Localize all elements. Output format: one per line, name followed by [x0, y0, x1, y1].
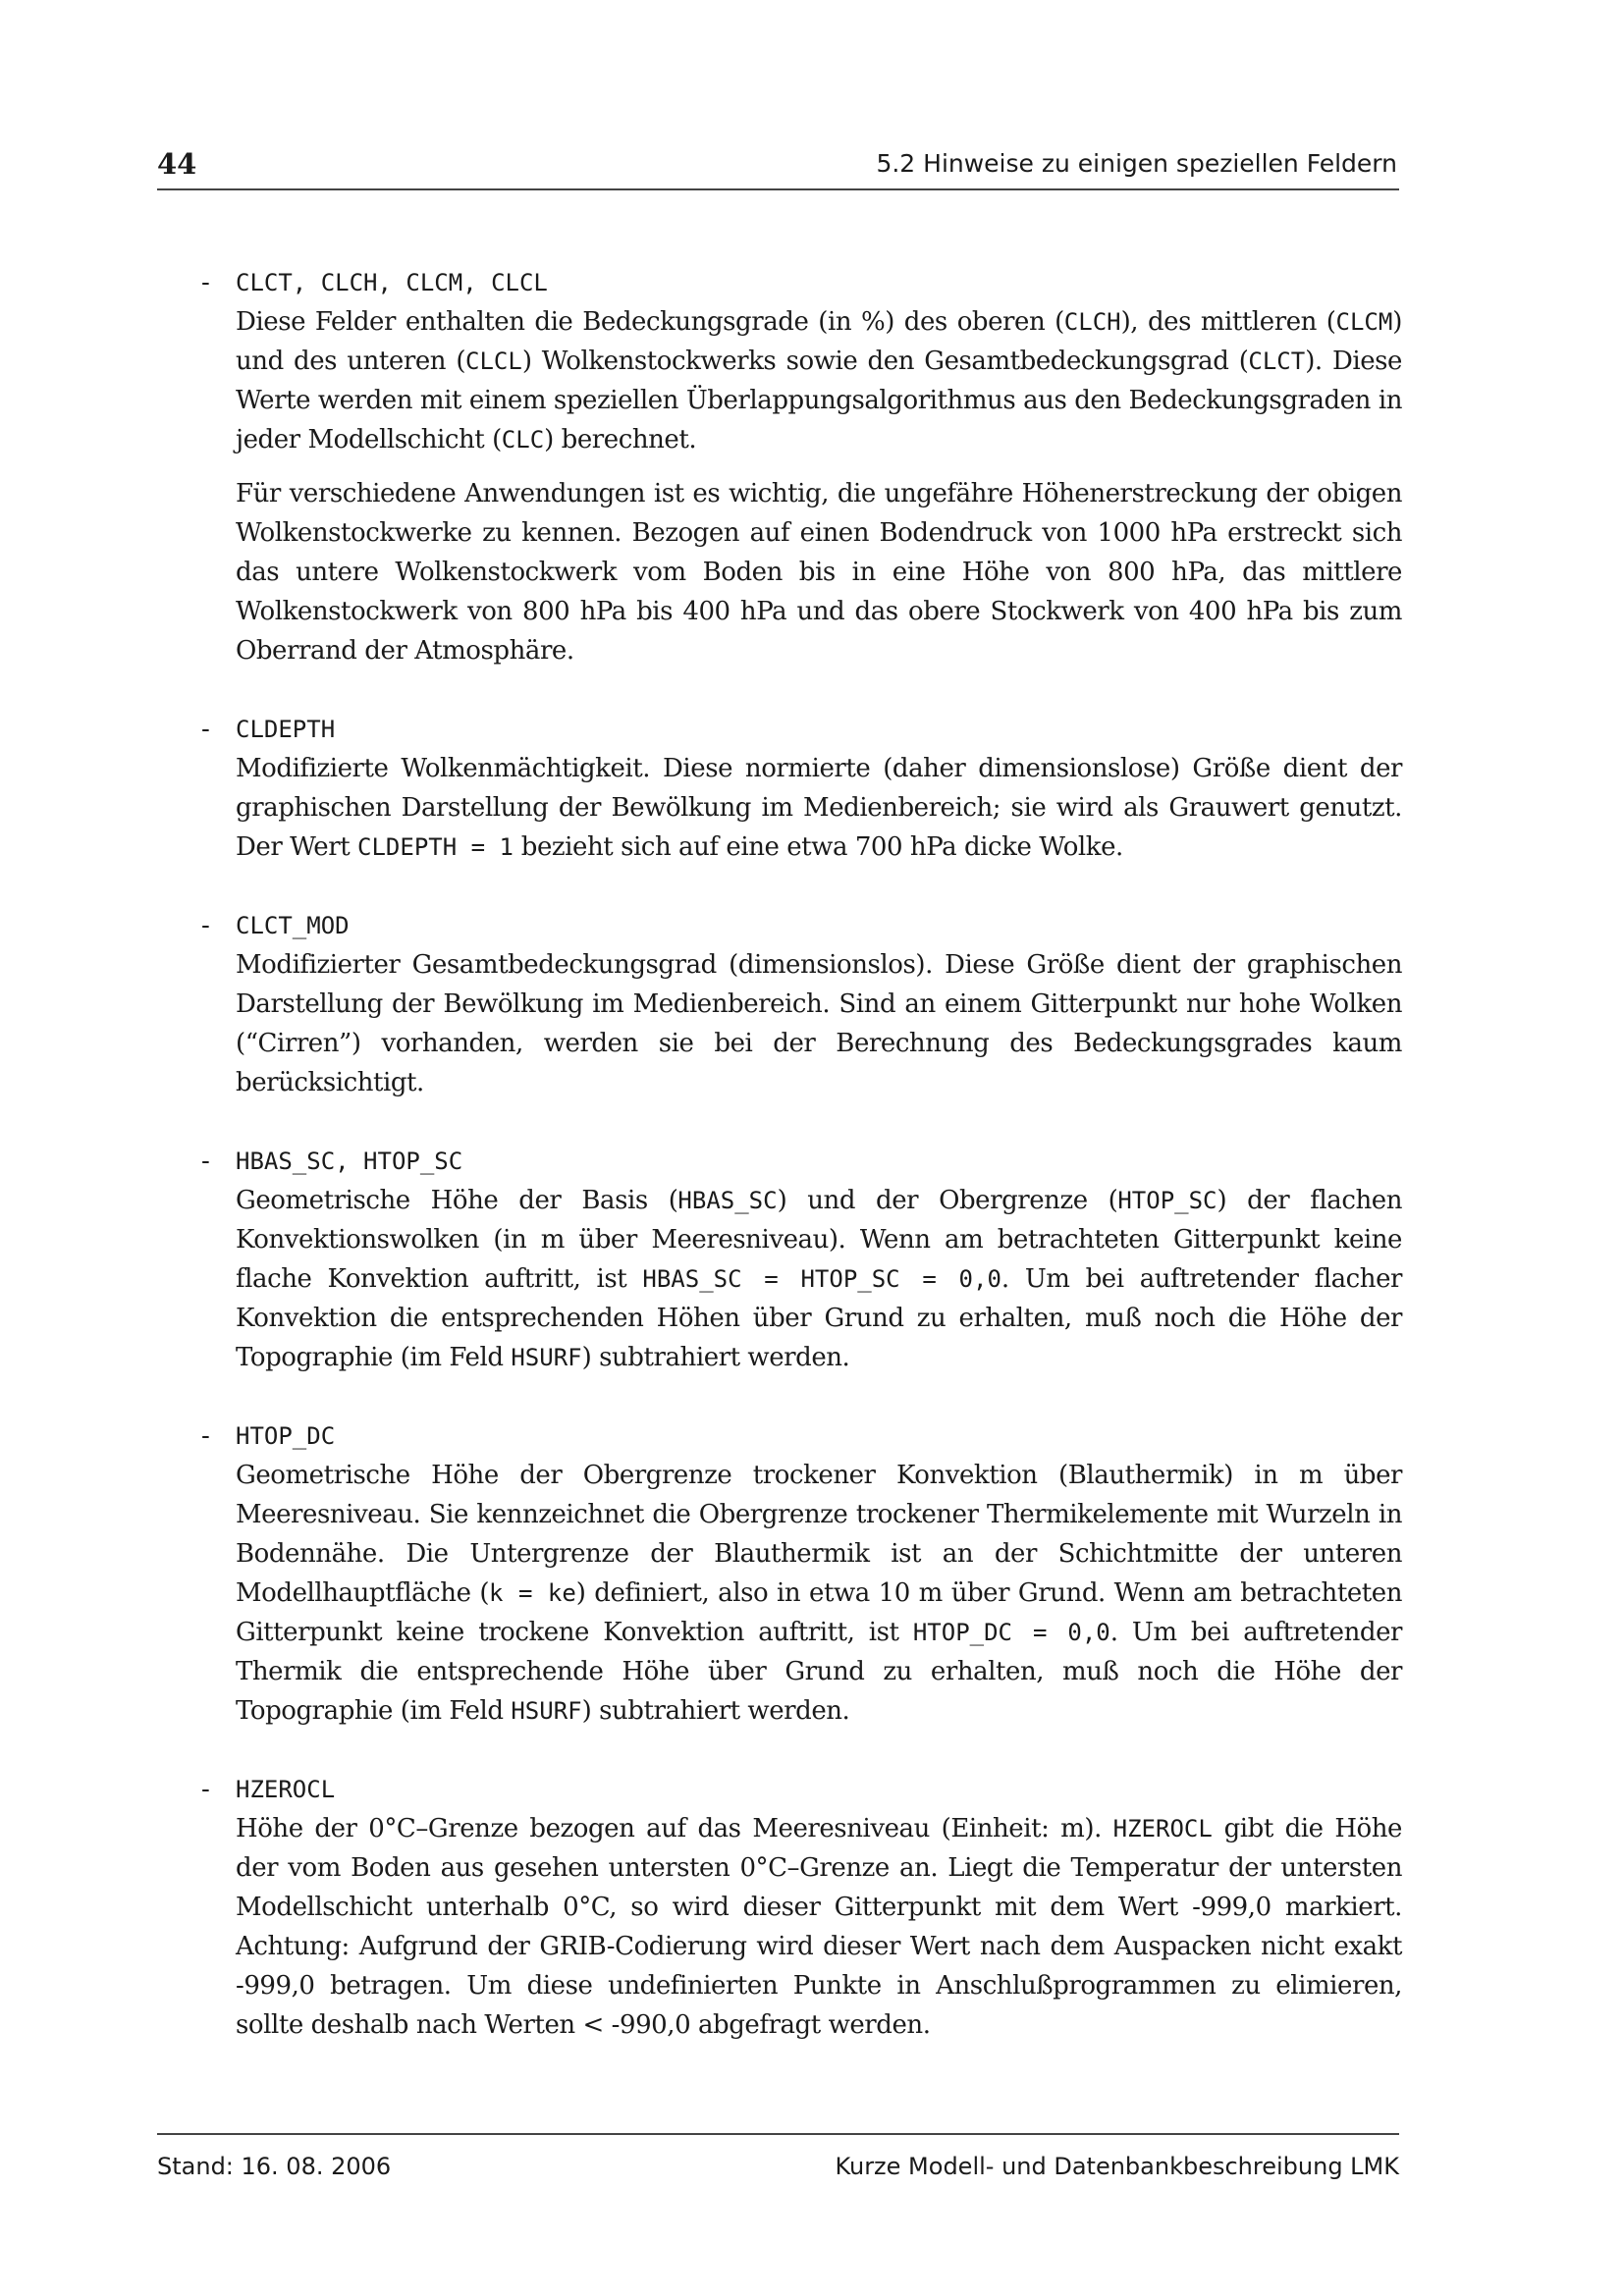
text-segment: . Um bei auftretender Thermik die entsprechende Höhe über Grund zu erhalten, muß noch die Höhe der Topographie (im Feld [236, 1618, 1402, 1726]
field-term: CLCT, CLCH, CLCM, CLCL [236, 269, 548, 296]
field-term: HBAS_SC, HTOP_SC [236, 1148, 463, 1175]
page-number: 44 [157, 147, 197, 181]
text-segment: ), des mittleren ( [1120, 307, 1336, 337]
inline-code: HSURF [511, 1344, 582, 1371]
content-body [201, 263, 1402, 2084]
footer-doc-title: Kurze Modell- und Datenbankbeschreibung LMK [835, 2153, 1399, 2180]
text-segment: Modifizierter Gesamtbedeckungsgrad (dimensionslos). Diese Größe dient der graphischen Darstellung der Bewölkung im Medienbereich. Sind an einem Gitterpunkt nur hohe Wolken (“Cirren”) vorhanden, werden sie bei der Berechnung des Bedeckungsgrades kaum berücksichtigt. [236, 950, 1402, 1097]
text-segment: ) subtrahiert werden. [581, 1343, 850, 1372]
text-segment: Geometrische Höhe der Obergrenze trockener Konvektion (Blauthermik) in m über Meeresniveau. Sie kennzeichnet die Obergrenze trockener Thermikelemente mit Wurzeln in Bodennähe. Die Untergrenze der Blauthermik ist an der Schichtmitte der unteren Modellhauptfläche ( [236, 1461, 1402, 1608]
inline-code: HTOP_SC [1117, 1187, 1217, 1214]
field-term: CLCT_MOD [236, 912, 350, 939]
field-entry [201, 1770, 1402, 2045]
field-entry [201, 710, 1402, 867]
inline-code: CLCL [465, 347, 522, 375]
bullet-dash: - [201, 911, 210, 940]
text-segment: ) definiert, also in etwa 10 m über Grund. Wenn am betrachteten Gitterpunkt keine trockene Konvektion auftritt, ist [236, 1578, 1402, 1647]
inline-code: HZEROCL [1112, 1815, 1213, 1842]
field-entry [201, 263, 1402, 670]
field-term: HTOP_DC [236, 1422, 336, 1450]
text-segment: ). Diese Werte werden mit einem speziellen Überlappungsalgorithmus aus den Bedeckungsgraden in jeder Modellschicht ( [236, 347, 1402, 454]
field-entry [201, 1142, 1402, 1377]
text-segment: Höhe der 0°C–Grenze bezogen auf das Meeresniveau (Einheit: m). [236, 1814, 1113, 1843]
field-term: CLDEPTH [236, 716, 336, 743]
text-segment: Modifizierte Wolkenmächtigkeit. Diese normierte (daher dimensionslose) Größe dient der graphischen Darstellung der Bewölkung im Medienbereich; sie wird als Grauwert genutzt. Der Wert [236, 754, 1402, 862]
bullet-dash: - [201, 715, 210, 744]
inline-code: CLCT [1248, 347, 1306, 375]
text-segment: ) Wolkenstockwerks sowie den Gesamtbedeckungsgrad ( [521, 347, 1249, 376]
field-description [236, 474, 1402, 670]
bullet-dash: - [201, 1147, 210, 1176]
bullet-dash: - [201, 1421, 210, 1451]
section-title: 5.2 Hinweise zu einigen speziellen Feldern [876, 149, 1397, 178]
field-term: HZEROCL [236, 1776, 336, 1803]
text-segment: Geometrische Höhe der Basis ( [236, 1186, 678, 1215]
inline-code: HSURF [511, 1697, 582, 1725]
field-description [236, 302, 1402, 459]
inline-code: CLCH [1063, 308, 1121, 336]
text-segment: gibt die Höhe der vom Boden aus gesehen untersten 0°C–Grenze an. Liegt die Temperatur der untersten Modellschicht unterhalb 0°C, so wird dieser Gitterpunkt mit dem Wert -999,0 markiert. Achtung: Aufgrund der GRIB-Codierung wird dieser Wert nach dem Auspacken nicht exakt -999,0 betragen. Um diese undefinierten Punkte in Anschlußprogrammen zu elimieren, sollte deshalb nach Werten < -990,0 abgefragt werden. [236, 1814, 1402, 2040]
bullet-dash: - [201, 268, 210, 297]
text-segment: ) und der Obergrenze ( [777, 1186, 1118, 1215]
bullet-dash: - [201, 1775, 210, 1804]
field-description [236, 749, 1402, 867]
field-description [236, 945, 1402, 1102]
page-header [157, 147, 1399, 190]
text-segment: ) subtrahiert werden. [581, 1696, 850, 1726]
inline-code: HTOP_DC = 0,0 [912, 1619, 1110, 1646]
footer-date: Stand: 16. 08. 2006 [157, 2153, 392, 2180]
field-entry [201, 1416, 1402, 1731]
inline-code: HBAS_SC [677, 1187, 778, 1214]
field-description [236, 1181, 1402, 1377]
field-description [236, 1456, 1402, 1731]
text-segment: ) und des unteren ( [236, 307, 1402, 376]
page-footer [157, 2133, 1399, 2192]
text-segment: Für verschiedene Anwendungen ist es wichtig, die ungefähre Höhenerstreckung der obigen Wolkenstockwerke zu kennen. Bezogen auf einen Bodendruck von 1000 hPa erstreckt sich das untere Wolkenstockwerk vom Boden bis in eine Höhe von 800 hPa, das mittlere Wolkenstockwerk von 800 hPa bis 400 hPa und das obere Stockwerk von 400 hPa bis zum Oberrand der Atmosphäre. [236, 479, 1402, 666]
text-segment: ) berechnet. [544, 425, 697, 454]
text-segment: . Um bei auftretender flacher Konvektion die entsprechenden Höhen über Grund zu erhalten, muß noch die Höhe der Topographie (im Feld [236, 1264, 1402, 1372]
field-description [236, 1809, 1402, 2045]
inline-code: HBAS_SC = HTOP_SC = 0,0 [642, 1265, 1001, 1293]
text-segment: ) der flachen Konvektionswolken (in m über Meeresniveau). Wenn am betrachteten Gitterpunkt keine flache Konvektion auftritt, ist [236, 1186, 1402, 1294]
field-entry [201, 906, 1402, 1102]
inline-code: CLCM [1335, 308, 1393, 336]
inline-code: CLC [501, 426, 545, 454]
text-segment: Diese Felder enthalten die Bedeckungsgrade (in %) des oberen ( [236, 307, 1064, 337]
inline-code: k = ke [489, 1579, 576, 1607]
inline-code: CLDEPTH = 1 [357, 833, 514, 861]
text-segment: bezieht sich auf eine etwa 700 hPa dicke Wolke. [513, 832, 1123, 862]
